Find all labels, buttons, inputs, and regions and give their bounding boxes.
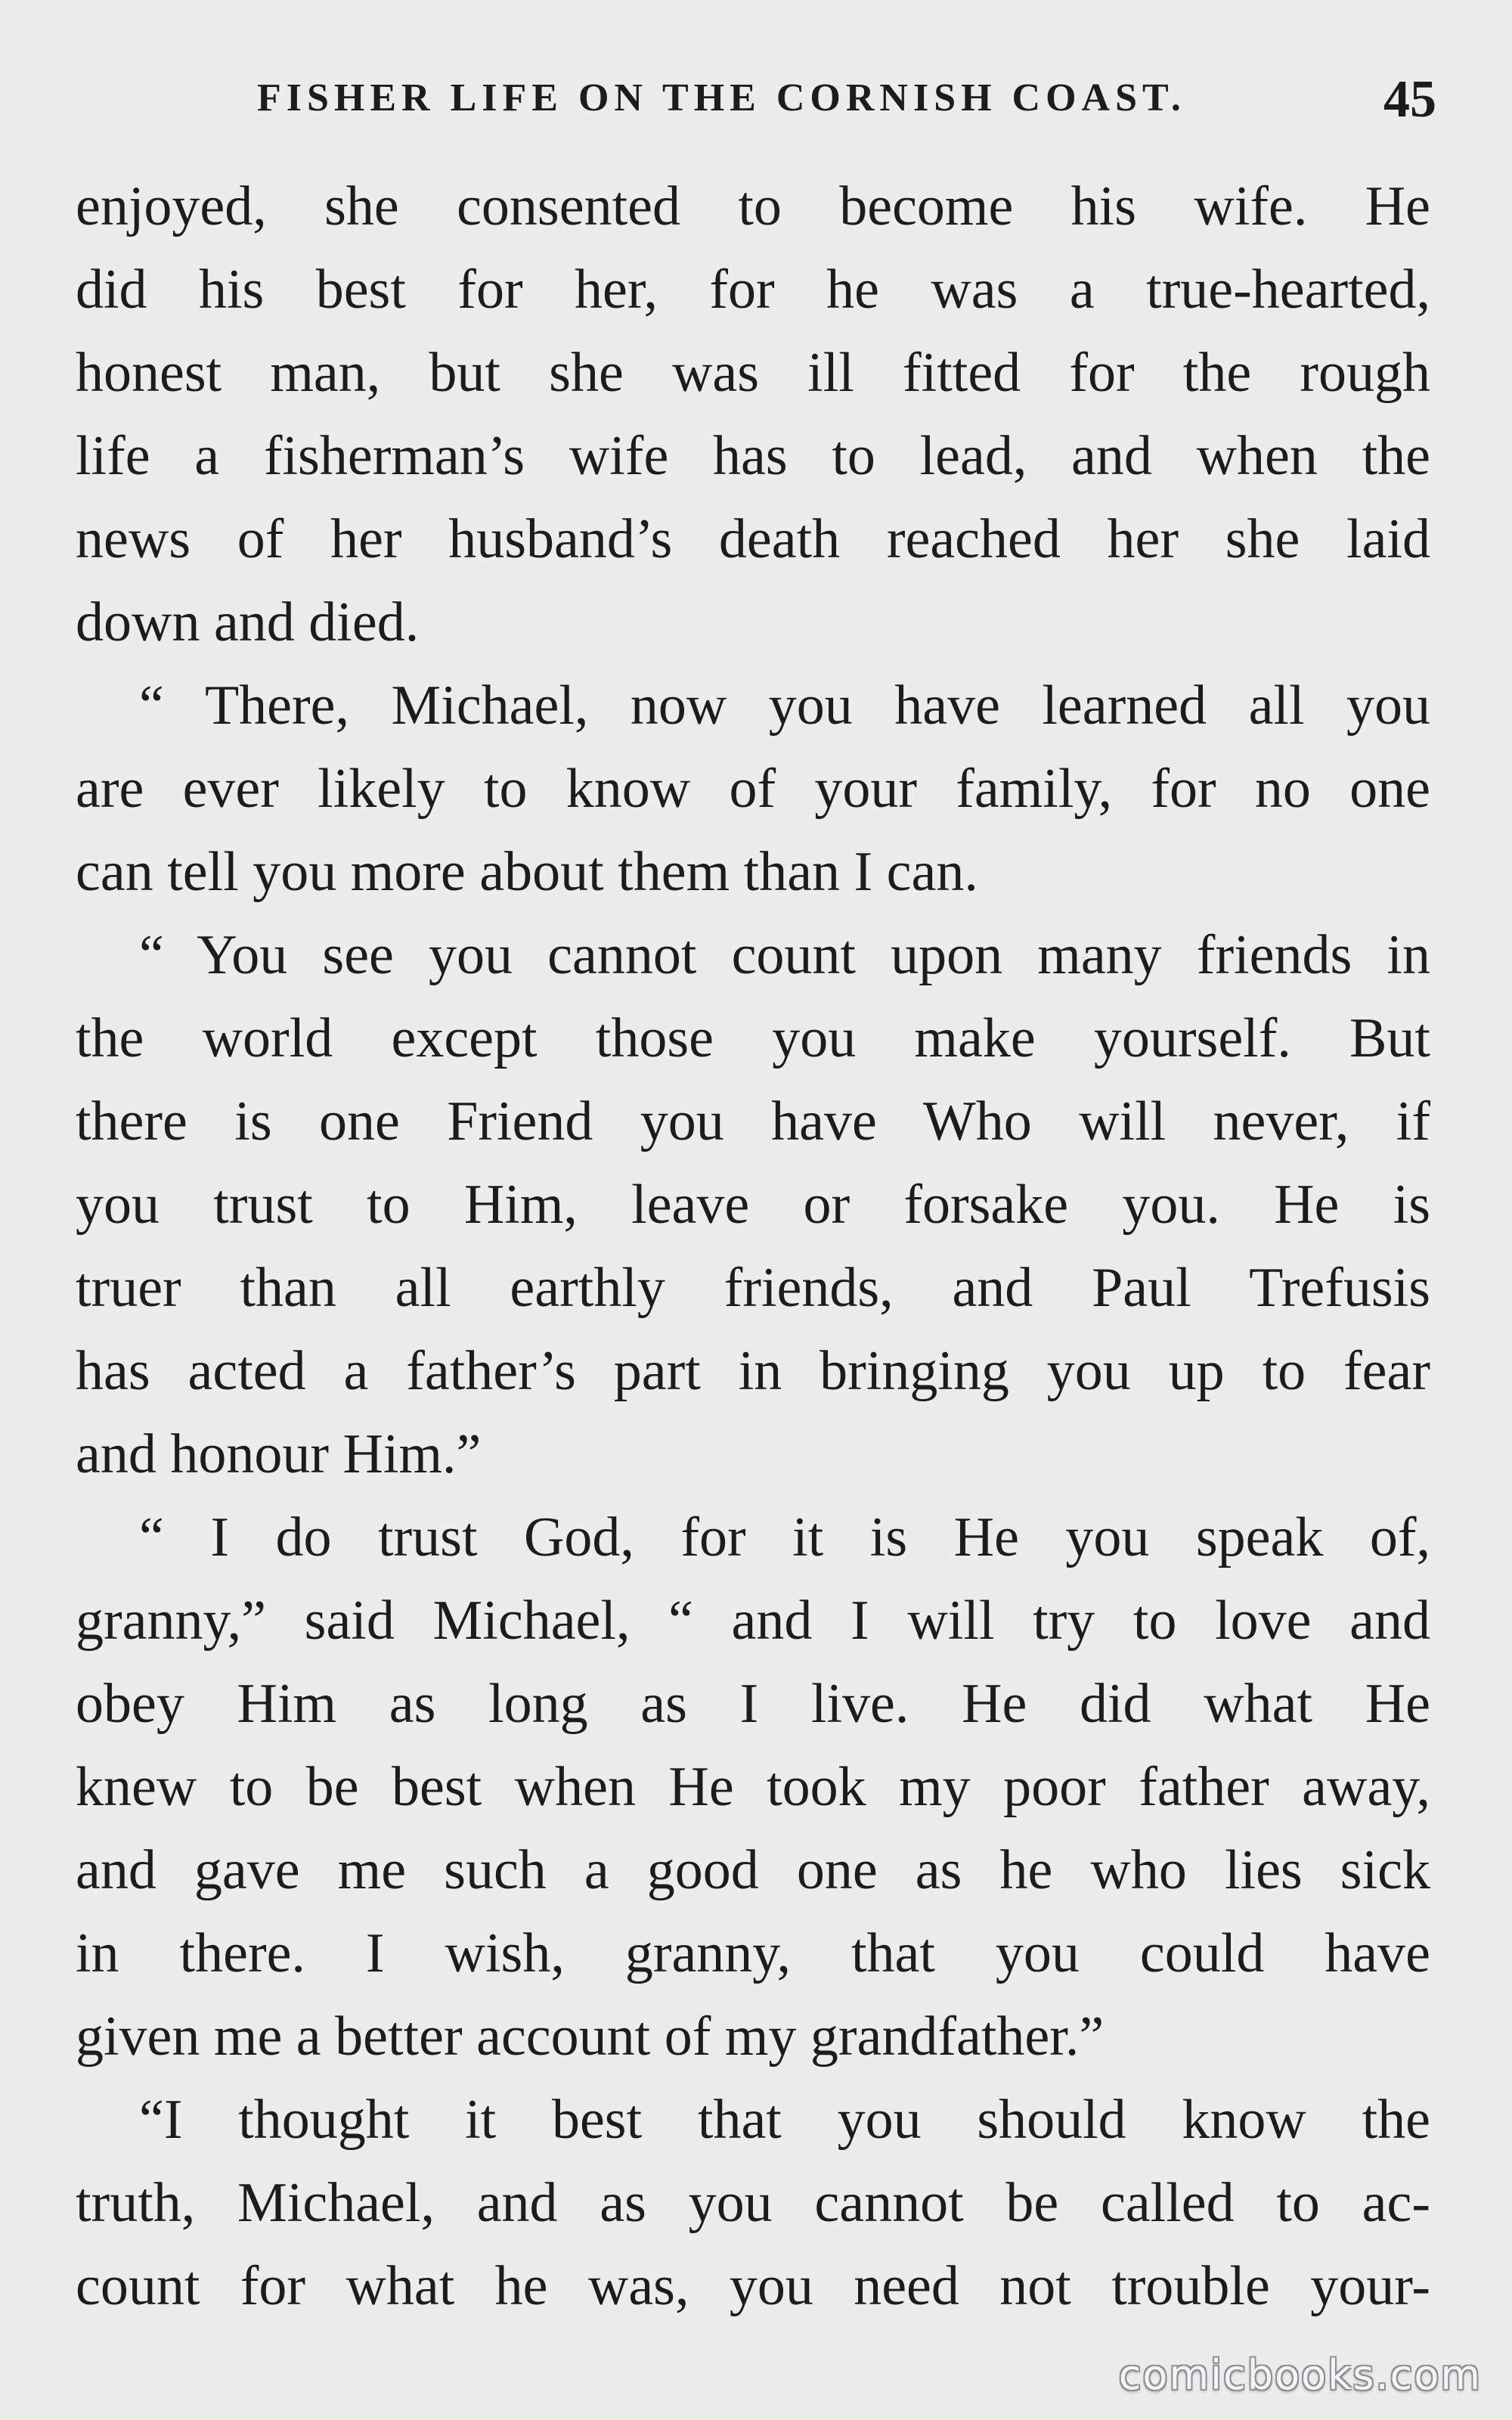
- text-line: there is one Friend you have Who will never, if: [76, 1091, 1430, 1153]
- text-line: did his best for her, for he was a true-hearted,: [76, 259, 1430, 321]
- text-line: life a fisherman’s wife has to lead, and when the: [76, 425, 1430, 487]
- text-line: truth, Michael, and as you cannot be called to ac-: [76, 2172, 1430, 2234]
- text-line: enjoyed, she consented to become his wife. He: [76, 175, 1430, 237]
- body-text: [76, 165, 1430, 2328]
- text-line: truer than all earthly friends, and Paul Trefusis: [76, 1257, 1430, 1319]
- watermark: comicbooks.com: [1118, 2351, 1482, 2399]
- running-header: [257, 70, 1436, 130]
- text-line: “ There, Michael, now you have learned all you: [139, 675, 1430, 737]
- text-line: obey Him as long as I live. He did what He: [76, 1673, 1430, 1735]
- text-line: has acted a father’s part in bringing you up to fear: [76, 1340, 1430, 1402]
- page-number: 45: [1383, 70, 1436, 129]
- text-line: news of her husband’s death reached her she laid: [76, 508, 1430, 570]
- text-line: knew to be best when He took my poor father away,: [76, 1756, 1430, 1818]
- text-line: honest man, but she was ill fitted for the rough: [76, 342, 1430, 404]
- text-line: given me a better account of my grandfather.”: [76, 2006, 1105, 2068]
- text-line: in there. I wish, granny, that you could have: [76, 1922, 1430, 1984]
- text-line: down and died.: [76, 591, 420, 653]
- text-line: “ I do trust God, for it is He you speak of,: [139, 1506, 1430, 1568]
- text-line: and gave me such a good one as he who lies sick: [76, 1839, 1430, 1901]
- text-line: the world except those you make yourself. But: [76, 1007, 1430, 1069]
- text-line: can tell you more about them than I can.: [76, 841, 978, 903]
- text-line: are ever likely to know of your family, for no one: [76, 758, 1430, 820]
- text-line: and honour Him.”: [76, 1423, 482, 1485]
- running-title: FISHER LIFE ON THE CORNISH COAST.: [257, 76, 1186, 119]
- text-line: count for what he was, you need not trouble your-: [76, 2255, 1430, 2317]
- text-line: “ You see you cannot count upon many friends in: [139, 924, 1430, 986]
- text-line: you trust to Him, leave or forsake you. He is: [76, 1174, 1430, 1236]
- text-line: “I thought it best that you should know the: [139, 2089, 1430, 2151]
- text-line: granny,” said Michael, “ and I will try to love and: [76, 1590, 1430, 1652]
